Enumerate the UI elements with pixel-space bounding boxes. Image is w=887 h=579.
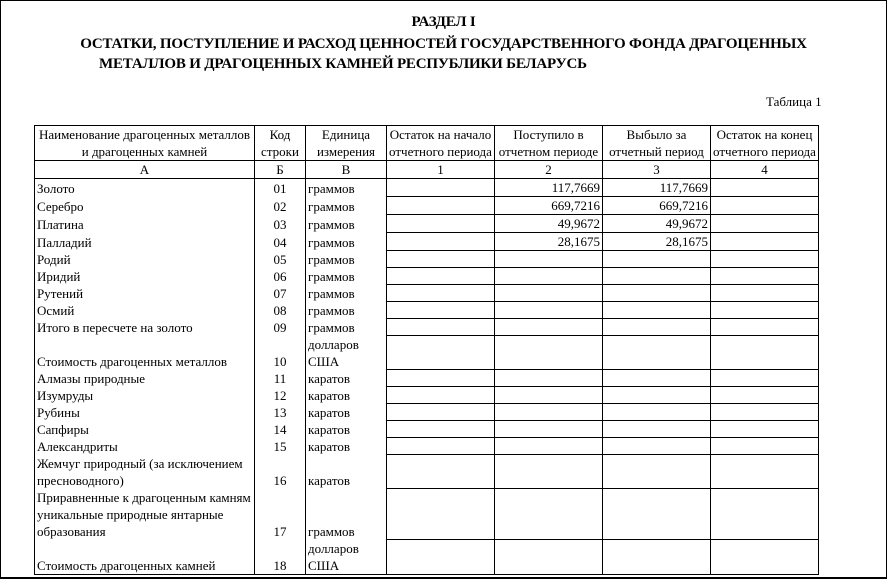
table-row <box>35 251 819 268</box>
row-code: 01 <box>255 179 306 197</box>
received-cell[interactable] <box>495 336 603 370</box>
table-row <box>35 215 819 233</box>
opening-balance-cell[interactable] <box>387 370 495 387</box>
header-disposed: Выбыло за отчетный период <box>603 126 711 161</box>
table-row <box>35 268 819 285</box>
table-row <box>35 404 819 421</box>
row-unit: долларов США <box>306 540 387 575</box>
row-unit: каратов <box>306 438 387 455</box>
header-unit: Единица измерения <box>306 126 387 161</box>
closing-balance-cell[interactable] <box>711 370 819 387</box>
opening-balance-cell[interactable] <box>387 455 495 489</box>
table-row <box>35 336 819 370</box>
closing-balance-cell[interactable] <box>711 302 819 319</box>
index-c: В <box>306 161 387 179</box>
row-code: 10 <box>255 336 306 370</box>
opening-balance-cell[interactable] <box>387 233 495 251</box>
index-1: 1 <box>387 161 495 179</box>
table-body <box>35 179 819 575</box>
received-cell[interactable] <box>495 285 603 302</box>
closing-balance-cell[interactable] <box>711 179 819 197</box>
closing-balance-cell[interactable] <box>711 489 819 540</box>
closing-balance-cell[interactable] <box>711 438 819 455</box>
row-name: Александриты <box>35 438 255 455</box>
table-row <box>35 319 819 336</box>
row-code: 18 <box>255 540 306 575</box>
disposed-cell[interactable]: 117,7669 <box>603 179 711 197</box>
received-cell[interactable] <box>495 540 603 575</box>
opening-balance-cell[interactable] <box>387 285 495 302</box>
row-name: Платина <box>35 215 255 233</box>
row-name: Осмий <box>35 302 255 319</box>
received-cell[interactable]: 49,9672 <box>495 215 603 233</box>
table-row <box>35 302 819 319</box>
received-cell[interactable] <box>495 319 603 336</box>
row-code: 07 <box>255 285 306 302</box>
table-row <box>35 197 819 215</box>
opening-balance-cell[interactable] <box>387 438 495 455</box>
disposed-cell[interactable] <box>603 540 711 575</box>
row-unit: каратов <box>306 455 387 489</box>
row-name: Итого в пересчете на золото <box>35 319 255 336</box>
disposed-cell[interactable] <box>603 438 711 455</box>
table-row <box>35 285 819 302</box>
row-name: Приравненные к драгоценным камням уникальные природные янтарные образования <box>35 489 255 540</box>
table-row <box>35 233 819 251</box>
document-title-line-2: МЕТАЛЛОВ И ДРАГОЦЕННЫХ КАМНЕЙ РЕСПУБЛИКИ БЕЛАРУСЬ <box>99 56 587 72</box>
disposed-cell[interactable] <box>603 387 711 404</box>
row-unit: граммов <box>306 233 387 251</box>
header-code: Код строки <box>255 126 306 161</box>
row-code: 09 <box>255 319 306 336</box>
table-row <box>35 489 819 540</box>
closing-balance-cell[interactable] <box>711 197 819 215</box>
row-code: 05 <box>255 251 306 268</box>
received-cell[interactable]: 669,7216 <box>495 197 603 215</box>
closing-balance-cell[interactable] <box>711 285 819 302</box>
header-opening-balance: Остаток на начало отчетного периода <box>387 126 495 161</box>
table-row <box>35 370 819 387</box>
opening-balance-cell[interactable] <box>387 540 495 575</box>
received-cell[interactable] <box>495 370 603 387</box>
table-row <box>35 421 819 438</box>
closing-balance-cell[interactable] <box>711 421 819 438</box>
opening-balance-cell[interactable] <box>387 268 495 285</box>
row-name: Стоимость драгоценных металлов <box>35 336 255 370</box>
received-cell[interactable] <box>495 302 603 319</box>
disposed-cell[interactable] <box>603 404 711 421</box>
row-name: Сапфиры <box>35 421 255 438</box>
row-code: 08 <box>255 302 306 319</box>
received-cell[interactable] <box>495 404 603 421</box>
opening-balance-cell[interactable] <box>387 215 495 233</box>
received-cell[interactable] <box>495 268 603 285</box>
row-unit: каратов <box>306 370 387 387</box>
header-closing-balance: Остаток на конец отчетного периода <box>711 126 819 161</box>
row-name: Золото <box>35 179 255 197</box>
disposed-cell[interactable] <box>603 302 711 319</box>
section-heading: РАЗДЕЛ I <box>411 14 476 30</box>
row-code: 11 <box>255 370 306 387</box>
closing-balance-cell[interactable] <box>711 336 819 370</box>
received-cell[interactable] <box>495 489 603 540</box>
opening-balance-cell[interactable] <box>387 387 495 404</box>
row-name: Изумруды <box>35 387 255 404</box>
disposed-cell[interactable] <box>603 336 711 370</box>
table-row <box>35 455 819 489</box>
document-title-line-1: ОСТАТКИ, ПОСТУПЛЕНИЕ И РАСХОД ЦЕННОСТЕЙ ГОСУДАРСТВЕННОГО ФОНДА ДРАГОЦЕННЫХ <box>80 36 807 52</box>
row-name: Иридий <box>35 268 255 285</box>
closing-balance-cell[interactable] <box>711 319 819 336</box>
row-code: 14 <box>255 421 306 438</box>
row-unit: каратов <box>306 387 387 404</box>
index-2: 2 <box>495 161 603 179</box>
opening-balance-cell[interactable] <box>387 179 495 197</box>
index-3: 3 <box>603 161 711 179</box>
disposed-cell[interactable] <box>603 455 711 489</box>
row-unit: каратов <box>306 404 387 421</box>
received-cell[interactable] <box>495 251 603 268</box>
row-name: Жемчуг природный (за исключением пресноводного) <box>35 455 255 489</box>
received-cell[interactable] <box>495 387 603 404</box>
disposed-cell[interactable] <box>603 370 711 387</box>
row-code: 12 <box>255 387 306 404</box>
row-unit: каратов <box>306 421 387 438</box>
header-received: Поступило в отчетном периоде <box>495 126 603 161</box>
row-name: Серебро <box>35 197 255 215</box>
opening-balance-cell[interactable] <box>387 404 495 421</box>
row-code: 02 <box>255 197 306 215</box>
row-name: Родий <box>35 251 255 268</box>
disposed-cell[interactable]: 28,1675 <box>603 233 711 251</box>
closing-balance-cell[interactable] <box>711 387 819 404</box>
closing-balance-cell[interactable] <box>711 540 819 575</box>
header-row <box>35 126 819 161</box>
row-unit: граммов <box>306 215 387 233</box>
table-label: Таблица 1 <box>766 94 822 109</box>
closing-balance-cell[interactable] <box>711 268 819 285</box>
row-name: Рубины <box>35 404 255 421</box>
closing-balance-cell[interactable] <box>711 455 819 489</box>
index-a: А <box>35 161 255 179</box>
index-4: 4 <box>711 161 819 179</box>
row-code: 06 <box>255 268 306 285</box>
row-unit: граммов <box>306 285 387 302</box>
row-unit: граммов <box>306 319 387 336</box>
index-b: Б <box>255 161 306 179</box>
table-row <box>35 438 819 455</box>
received-cell[interactable] <box>495 438 603 455</box>
disposed-cell[interactable] <box>603 268 711 285</box>
index-row <box>35 161 819 179</box>
disposed-cell[interactable] <box>603 421 711 438</box>
row-unit: долларов США <box>306 336 387 370</box>
row-code: 17 <box>255 489 306 540</box>
disposed-cell[interactable] <box>603 489 711 540</box>
opening-balance-cell[interactable] <box>387 421 495 438</box>
closing-balance-cell[interactable] <box>711 251 819 268</box>
row-name: Рутений <box>35 285 255 302</box>
received-cell[interactable]: 117,7669 <box>495 179 603 197</box>
row-code: 15 <box>255 438 306 455</box>
opening-balance-cell[interactable] <box>387 489 495 540</box>
row-code: 03 <box>255 215 306 233</box>
opening-balance-cell[interactable] <box>387 302 495 319</box>
precious-metals-table <box>34 125 819 575</box>
row-code: 16 <box>255 455 306 489</box>
row-name: Стоимость драгоценных камней <box>35 540 255 575</box>
closing-balance-cell[interactable] <box>711 404 819 421</box>
row-unit: граммов <box>306 251 387 268</box>
row-name: Палладий <box>35 233 255 251</box>
row-unit: граммов <box>306 489 387 540</box>
row-name: Алмазы природные <box>35 370 255 387</box>
row-unit: граммов <box>306 302 387 319</box>
table-row <box>35 179 819 197</box>
disposed-cell[interactable]: 669,7216 <box>603 197 711 215</box>
row-code: 13 <box>255 404 306 421</box>
table-row <box>35 540 819 575</box>
row-unit: граммов <box>306 268 387 285</box>
disposed-cell[interactable]: 49,9672 <box>603 215 711 233</box>
row-unit: граммов <box>306 179 387 197</box>
table-row <box>35 387 819 404</box>
opening-balance-cell[interactable] <box>387 319 495 336</box>
closing-balance-cell[interactable] <box>711 215 819 233</box>
row-code: 04 <box>255 233 306 251</box>
header-name: Наименование драгоценных металлов и драгоценных камней <box>35 126 255 161</box>
opening-balance-cell[interactable] <box>387 197 495 215</box>
closing-balance-cell[interactable] <box>711 233 819 251</box>
disposed-cell[interactable] <box>603 319 711 336</box>
disposed-cell[interactable] <box>603 285 711 302</box>
disposed-cell[interactable] <box>603 251 711 268</box>
opening-balance-cell[interactable] <box>387 251 495 268</box>
received-cell[interactable] <box>495 455 603 489</box>
received-cell[interactable] <box>495 421 603 438</box>
received-cell[interactable]: 28,1675 <box>495 233 603 251</box>
opening-balance-cell[interactable] <box>387 336 495 370</box>
row-unit: граммов <box>306 197 387 215</box>
